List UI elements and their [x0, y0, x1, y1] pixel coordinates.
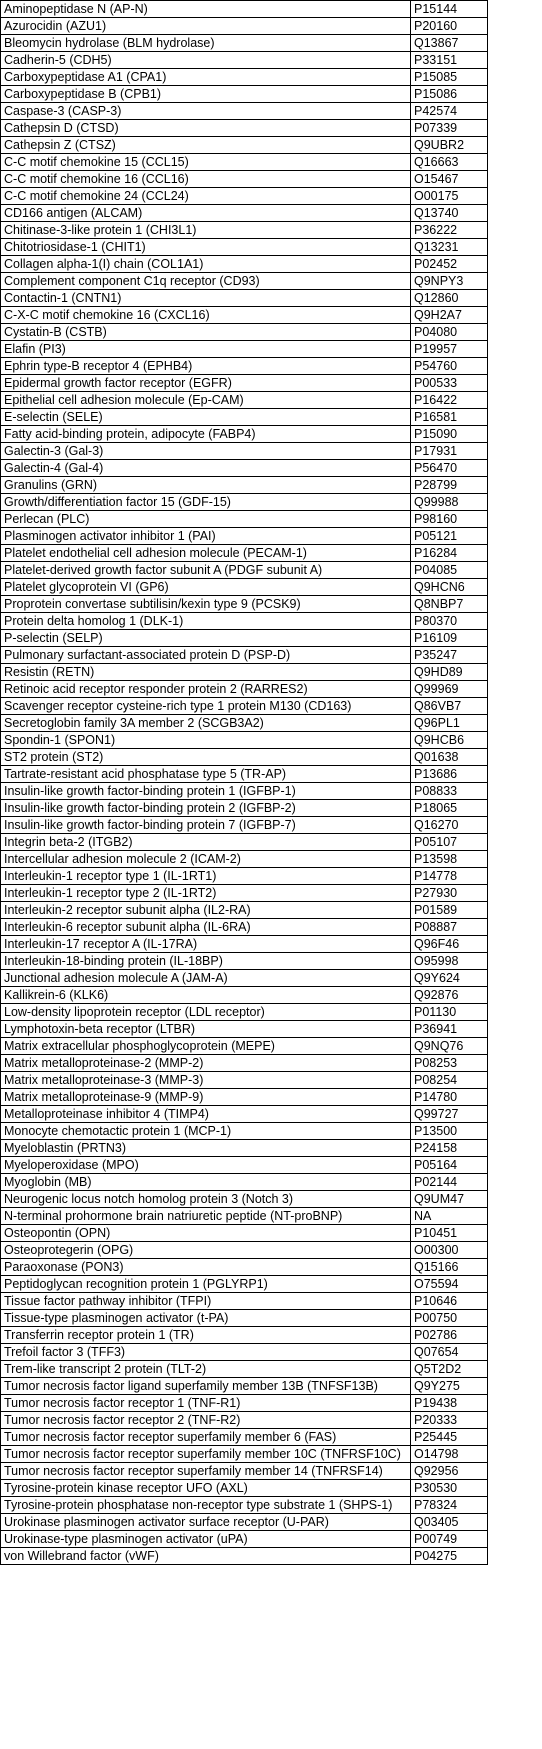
table-row: [1, 1378, 488, 1395]
table-row: [1, 919, 488, 936]
uniprot-id-cell: Q99988: [411, 494, 488, 511]
table-row: [1, 987, 488, 1004]
protein-name-cell: Protein delta homolog 1 (DLK-1): [1, 613, 411, 630]
uniprot-id-cell: P10451: [411, 1225, 488, 1242]
uniprot-id-cell: O15467: [411, 171, 488, 188]
uniprot-id-cell: P16422: [411, 392, 488, 409]
uniprot-id-cell: P35247: [411, 647, 488, 664]
protein-name-cell: Tyrosine-protein phosphatase non-receptor type substrate 1 (SHPS-1): [1, 1497, 411, 1514]
table-row: [1, 358, 488, 375]
uniprot-id-cell: Q13740: [411, 205, 488, 222]
uniprot-id-cell: P08833: [411, 783, 488, 800]
table-row: [1, 1344, 488, 1361]
table-row: [1, 885, 488, 902]
protein-name-cell: Myeloperoxidase (MPO): [1, 1157, 411, 1174]
uniprot-id-cell: P00533: [411, 375, 488, 392]
uniprot-id-cell: P10646: [411, 1293, 488, 1310]
table-row: [1, 800, 488, 817]
protein-name-cell: Galectin-4 (Gal-4): [1, 460, 411, 477]
table-row: [1, 1548, 488, 1565]
table-row: [1, 613, 488, 630]
protein-name-cell: Myoglobin (MB): [1, 1174, 411, 1191]
uniprot-id-cell: Q16270: [411, 817, 488, 834]
table-row: [1, 477, 488, 494]
uniprot-id-cell: P08254: [411, 1072, 488, 1089]
protein-name-cell: ST2 protein (ST2): [1, 749, 411, 766]
uniprot-id-cell: P16581: [411, 409, 488, 426]
uniprot-id-cell: P08887: [411, 919, 488, 936]
protein-name-cell: Cystatin-B (CSTB): [1, 324, 411, 341]
protein-name-cell: Ephrin type-B receptor 4 (EPHB4): [1, 358, 411, 375]
protein-name-cell: C-C motif chemokine 16 (CCL16): [1, 171, 411, 188]
protein-name-cell: Caspase-3 (CASP-3): [1, 103, 411, 120]
uniprot-id-cell: Q96F46: [411, 936, 488, 953]
table-row: [1, 664, 488, 681]
protein-name-cell: Tumor necrosis factor ligand superfamily member 13B (TNFSF13B): [1, 1378, 411, 1395]
table-row: [1, 511, 488, 528]
table-row: [1, 970, 488, 987]
uniprot-id-cell: Q8NBP7: [411, 596, 488, 613]
uniprot-id-cell: P13500: [411, 1123, 488, 1140]
uniprot-id-cell: Q01638: [411, 749, 488, 766]
uniprot-id-cell: P04085: [411, 562, 488, 579]
protein-name-cell: Perlecan (PLC): [1, 511, 411, 528]
protein-name-cell: Matrix metalloproteinase-3 (MMP-3): [1, 1072, 411, 1089]
uniprot-id-cell: P14780: [411, 1089, 488, 1106]
table-row: [1, 1310, 488, 1327]
uniprot-id-cell: P33151: [411, 52, 488, 69]
protein-name-cell: Osteoprotegerin (OPG): [1, 1242, 411, 1259]
table-row: [1, 103, 488, 120]
protein-name-cell: Junctional adhesion molecule A (JAM-A): [1, 970, 411, 987]
table-row: [1, 902, 488, 919]
protein-name-cell: Paraoxonase (PON3): [1, 1259, 411, 1276]
protein-name-cell: Interleukin-1 receptor type 1 (IL-1RT1): [1, 868, 411, 885]
table-row: [1, 1106, 488, 1123]
protein-name-cell: Urokinase-type plasminogen activator (uPA): [1, 1531, 411, 1548]
protein-name-cell: Tissue factor pathway inhibitor (TFPI): [1, 1293, 411, 1310]
uniprot-id-cell: P98160: [411, 511, 488, 528]
protein-name-cell: Platelet endothelial cell adhesion molecule (PECAM-1): [1, 545, 411, 562]
protein-name-cell: Spondin-1 (SPON1): [1, 732, 411, 749]
protein-name-cell: Interleukin-6 receptor subunit alpha (IL-6RA): [1, 919, 411, 936]
protein-name-cell: Integrin beta-2 (ITGB2): [1, 834, 411, 851]
uniprot-id-cell: P18065: [411, 800, 488, 817]
protein-name-cell: Tumor necrosis factor receptor 2 (TNF-R2): [1, 1412, 411, 1429]
table-row: [1, 851, 488, 868]
protein-name-cell: Matrix metalloproteinase-2 (MMP-2): [1, 1055, 411, 1072]
uniprot-id-cell: Q9NQ76: [411, 1038, 488, 1055]
table-row: [1, 817, 488, 834]
table-row: [1, 953, 488, 970]
uniprot-id-cell: P56470: [411, 460, 488, 477]
protein-name-cell: Collagen alpha-1(I) chain (COL1A1): [1, 256, 411, 273]
protein-name-cell: Metalloproteinase inhibitor 4 (TIMP4): [1, 1106, 411, 1123]
table-row: [1, 1055, 488, 1072]
protein-name-cell: Neurogenic locus notch homolog protein 3 (Notch 3): [1, 1191, 411, 1208]
protein-name-cell: Insulin-like growth factor-binding protein 7 (IGFBP-7): [1, 817, 411, 834]
protein-name-cell: CD166 antigen (ALCAM): [1, 205, 411, 222]
table-row: [1, 1293, 488, 1310]
table-row: [1, 256, 488, 273]
protein-name-cell: Aminopeptidase N (AP-N): [1, 1, 411, 18]
uniprot-id-cell: P05121: [411, 528, 488, 545]
table-row: [1, 341, 488, 358]
uniprot-id-cell: P25445: [411, 1429, 488, 1446]
table-row: [1, 86, 488, 103]
protein-name-cell: Bleomycin hydrolase (BLM hydrolase): [1, 35, 411, 52]
uniprot-id-cell: P20333: [411, 1412, 488, 1429]
protein-name-cell: Chitotriosidase-1 (CHIT1): [1, 239, 411, 256]
protein-name-cell: von Willebrand factor (vWF): [1, 1548, 411, 1565]
table-row: [1, 749, 488, 766]
uniprot-id-cell: O14798: [411, 1446, 488, 1463]
protein-name-cell: Carboxypeptidase A1 (CPA1): [1, 69, 411, 86]
table-row: [1, 188, 488, 205]
table-row: [1, 562, 488, 579]
table-row: [1, 324, 488, 341]
uniprot-id-cell: P02452: [411, 256, 488, 273]
uniprot-id-cell: Q86VB7: [411, 698, 488, 715]
table-row: [1, 307, 488, 324]
uniprot-id-cell: P19438: [411, 1395, 488, 1412]
protein-name-cell: Interleukin-17 receptor A (IL-17RA): [1, 936, 411, 953]
protein-name-cell: Resistin (RETN): [1, 664, 411, 681]
table-row: [1, 1276, 488, 1293]
table-row: [1, 443, 488, 460]
uniprot-id-cell: P36222: [411, 222, 488, 239]
protein-name-cell: Secretoglobin family 3A member 2 (SCGB3A2): [1, 715, 411, 732]
table-row: [1, 120, 488, 137]
uniprot-id-cell: Q03405: [411, 1514, 488, 1531]
uniprot-id-cell: P00749: [411, 1531, 488, 1548]
protein-name-cell: Azurocidin (AZU1): [1, 18, 411, 35]
uniprot-id-cell: NA: [411, 1208, 488, 1225]
protein-name-cell: Epidermal growth factor receptor (EGFR): [1, 375, 411, 392]
table-row: [1, 579, 488, 596]
protein-name-cell: Myeloblastin (PRTN3): [1, 1140, 411, 1157]
table-row: [1, 426, 488, 443]
table-row: [1, 35, 488, 52]
table-row: [1, 1038, 488, 1055]
uniprot-id-cell: Q16663: [411, 154, 488, 171]
table-row: [1, 1089, 488, 1106]
table-row: [1, 1446, 488, 1463]
protein-name-cell: C-C motif chemokine 24 (CCL24): [1, 188, 411, 205]
protein-name-cell: Low-density lipoprotein receptor (LDL receptor): [1, 1004, 411, 1021]
uniprot-id-cell: P15085: [411, 69, 488, 86]
table-row: [1, 392, 488, 409]
protein-name-cell: Tumor necrosis factor receptor superfamily member 10C (TNFRSF10C): [1, 1446, 411, 1463]
uniprot-id-cell: Q9H2A7: [411, 307, 488, 324]
table-row: [1, 1242, 488, 1259]
table-row: [1, 783, 488, 800]
table-row: [1, 1429, 488, 1446]
table-row: [1, 1259, 488, 1276]
protein-name-cell: Interleukin-2 receptor subunit alpha (IL2-RA): [1, 902, 411, 919]
uniprot-id-cell: P15090: [411, 426, 488, 443]
uniprot-id-cell: P13598: [411, 851, 488, 868]
table-row: [1, 460, 488, 477]
table-row: [1, 1395, 488, 1412]
protein-name-cell: N-terminal prohormone brain natriuretic peptide (NT-proBNP): [1, 1208, 411, 1225]
uniprot-id-cell: Q96PL1: [411, 715, 488, 732]
uniprot-id-cell: Q12860: [411, 290, 488, 307]
uniprot-id-cell: P15144: [411, 1, 488, 18]
protein-name-cell: Peptidoglycan recognition protein 1 (PGLYRP1): [1, 1276, 411, 1293]
protein-name-cell: Insulin-like growth factor-binding protein 2 (IGFBP-2): [1, 800, 411, 817]
protein-name-cell: Tumor necrosis factor receptor superfamily member 6 (FAS): [1, 1429, 411, 1446]
uniprot-id-cell: P28799: [411, 477, 488, 494]
uniprot-id-cell: P24158: [411, 1140, 488, 1157]
protein-name-cell: Monocyte chemotactic protein 1 (MCP-1): [1, 1123, 411, 1140]
uniprot-id-cell: Q99969: [411, 681, 488, 698]
uniprot-id-cell: Q13867: [411, 35, 488, 52]
table-row: [1, 528, 488, 545]
protein-name-cell: C-X-C motif chemokine 16 (CXCL16): [1, 307, 411, 324]
protein-name-cell: Platelet-derived growth factor subunit A (PDGF subunit A): [1, 562, 411, 579]
protein-name-cell: Tissue-type plasminogen activator (t-PA): [1, 1310, 411, 1327]
table-row: [1, 1123, 488, 1140]
uniprot-id-cell: P13686: [411, 766, 488, 783]
table-row: [1, 239, 488, 256]
table-row: [1, 1157, 488, 1174]
table-row: [1, 1412, 488, 1429]
table-row: [1, 1021, 488, 1038]
table-row: [1, 1225, 488, 1242]
uniprot-id-cell: P16284: [411, 545, 488, 562]
protein-name-cell: Complement component C1q receptor (CD93): [1, 273, 411, 290]
table-row: [1, 171, 488, 188]
protein-name-cell: Trem-like transcript 2 protein (TLT-2): [1, 1361, 411, 1378]
uniprot-id-cell: P07339: [411, 120, 488, 137]
protein-name-cell: Kallikrein-6 (KLK6): [1, 987, 411, 1004]
table-row: [1, 1, 488, 18]
uniprot-id-cell: O00175: [411, 188, 488, 205]
protein-name-cell: E-selectin (SELE): [1, 409, 411, 426]
table-row: [1, 409, 488, 426]
uniprot-id-cell: P01589: [411, 902, 488, 919]
protein-name-cell: Granulins (GRN): [1, 477, 411, 494]
protein-name-cell: Matrix extracellular phosphoglycoprotein (MEPE): [1, 1038, 411, 1055]
protein-name-cell: Proprotein convertase subtilisin/kexin type 9 (PCSK9): [1, 596, 411, 613]
protein-name-cell: Elafin (PI3): [1, 341, 411, 358]
table-row: [1, 222, 488, 239]
uniprot-id-cell: Q9Y624: [411, 970, 488, 987]
protein-table-body: [1, 1, 488, 1565]
table-row: [1, 1497, 488, 1514]
uniprot-id-cell: P04080: [411, 324, 488, 341]
protein-name-cell: Osteopontin (OPN): [1, 1225, 411, 1242]
uniprot-id-cell: P78324: [411, 1497, 488, 1514]
protein-name-cell: Tumor necrosis factor receptor 1 (TNF-R1): [1, 1395, 411, 1412]
protein-name-cell: Intercellular adhesion molecule 2 (ICAM-2): [1, 851, 411, 868]
uniprot-id-cell: P16109: [411, 630, 488, 647]
table-row: [1, 1174, 488, 1191]
table-row: [1, 936, 488, 953]
table-row: [1, 681, 488, 698]
uniprot-id-cell: Q9UM47: [411, 1191, 488, 1208]
protein-name-cell: Lymphotoxin-beta receptor (LTBR): [1, 1021, 411, 1038]
uniprot-id-cell: P02144: [411, 1174, 488, 1191]
protein-name-cell: C-C motif chemokine 15 (CCL15): [1, 154, 411, 171]
protein-name-cell: Interleukin-18-binding protein (IL-18BP): [1, 953, 411, 970]
table-row: [1, 69, 488, 86]
protein-name-cell: Platelet glycoprotein VI (GP6): [1, 579, 411, 596]
table-row: [1, 1327, 488, 1344]
uniprot-id-cell: O95998: [411, 953, 488, 970]
uniprot-id-cell: O00300: [411, 1242, 488, 1259]
uniprot-id-cell: P01130: [411, 1004, 488, 1021]
protein-name-cell: Scavenger receptor cysteine-rich type 1 protein M130 (CD163): [1, 698, 411, 715]
uniprot-id-cell: P17931: [411, 443, 488, 460]
protein-name-cell: Carboxypeptidase B (CPB1): [1, 86, 411, 103]
protein-name-cell: Tyrosine-protein kinase receptor UFO (AXL): [1, 1480, 411, 1497]
table-row: [1, 290, 488, 307]
table-row: [1, 1361, 488, 1378]
protein-name-cell: Cadherin-5 (CDH5): [1, 52, 411, 69]
uniprot-id-cell: P20160: [411, 18, 488, 35]
protein-name-cell: Matrix metalloproteinase-9 (MMP-9): [1, 1089, 411, 1106]
protein-name-cell: Interleukin-1 receptor type 2 (IL-1RT2): [1, 885, 411, 902]
protein-name-cell: Epithelial cell adhesion molecule (Ep-CAM): [1, 392, 411, 409]
protein-name-cell: Contactin-1 (CNTN1): [1, 290, 411, 307]
protein-name-cell: Chitinase-3-like protein 1 (CHI3L1): [1, 222, 411, 239]
uniprot-id-cell: P19957: [411, 341, 488, 358]
uniprot-id-cell: P14778: [411, 868, 488, 885]
uniprot-id-cell: Q9HD89: [411, 664, 488, 681]
table-row: [1, 698, 488, 715]
uniprot-id-cell: Q99727: [411, 1106, 488, 1123]
uniprot-id-cell: P00750: [411, 1310, 488, 1327]
table-row: [1, 18, 488, 35]
uniprot-id-cell: Q07654: [411, 1344, 488, 1361]
table-row: [1, 715, 488, 732]
uniprot-id-cell: P02786: [411, 1327, 488, 1344]
table-row: [1, 52, 488, 69]
table-row: [1, 1208, 488, 1225]
table-row: [1, 732, 488, 749]
uniprot-id-cell: P30530: [411, 1480, 488, 1497]
table-row: [1, 1004, 488, 1021]
uniprot-id-cell: P04275: [411, 1548, 488, 1565]
protein-name-cell: Tumor necrosis factor receptor superfamily member 14 (TNFRSF14): [1, 1463, 411, 1480]
protein-name-cell: Cathepsin D (CTSD): [1, 120, 411, 137]
uniprot-id-cell: Q15166: [411, 1259, 488, 1276]
protein-name-cell: Tartrate-resistant acid phosphatase type 5 (TR-AP): [1, 766, 411, 783]
table-row: [1, 1140, 488, 1157]
protein-name-cell: Transferrin receptor protein 1 (TR): [1, 1327, 411, 1344]
table-row: [1, 1191, 488, 1208]
uniprot-id-cell: O75594: [411, 1276, 488, 1293]
uniprot-id-cell: Q9UBR2: [411, 137, 488, 154]
protein-name-cell: Trefoil factor 3 (TFF3): [1, 1344, 411, 1361]
uniprot-id-cell: P54760: [411, 358, 488, 375]
protein-name-cell: Growth/differentiation factor 15 (GDF-15): [1, 494, 411, 511]
table-row: [1, 375, 488, 392]
protein-name-cell: Galectin-3 (Gal-3): [1, 443, 411, 460]
table-row: [1, 205, 488, 222]
uniprot-id-cell: Q9NPY3: [411, 273, 488, 290]
table-row: [1, 630, 488, 647]
table-row: [1, 494, 488, 511]
uniprot-id-cell: P15086: [411, 86, 488, 103]
uniprot-id-cell: P42574: [411, 103, 488, 120]
table-row: [1, 545, 488, 562]
table-row: [1, 596, 488, 613]
protein-name-cell: Plasminogen activator inhibitor 1 (PAI): [1, 528, 411, 545]
uniprot-id-cell: Q9HCB6: [411, 732, 488, 749]
uniprot-id-cell: P08253: [411, 1055, 488, 1072]
uniprot-id-cell: P05164: [411, 1157, 488, 1174]
uniprot-id-cell: Q92956: [411, 1463, 488, 1480]
uniprot-id-cell: P27930: [411, 885, 488, 902]
protein-name-cell: Insulin-like growth factor-binding protein 1 (IGFBP-1): [1, 783, 411, 800]
protein-name-cell: Retinoic acid receptor responder protein 2 (RARRES2): [1, 681, 411, 698]
uniprot-id-cell: Q13231: [411, 239, 488, 256]
table-row: [1, 868, 488, 885]
uniprot-id-cell: Q92876: [411, 987, 488, 1004]
table-row: [1, 834, 488, 851]
table-row: [1, 1072, 488, 1089]
table-row: [1, 137, 488, 154]
uniprot-id-cell: P80370: [411, 613, 488, 630]
table-row: [1, 273, 488, 290]
table-row: [1, 766, 488, 783]
table-row: [1, 647, 488, 664]
uniprot-id-cell: P05107: [411, 834, 488, 851]
table-row: [1, 1463, 488, 1480]
protein-name-cell: Fatty acid-binding protein, adipocyte (FABP4): [1, 426, 411, 443]
table-row: [1, 1480, 488, 1497]
table-row: [1, 154, 488, 171]
table-row: [1, 1531, 488, 1548]
uniprot-id-cell: Q9Y275: [411, 1378, 488, 1395]
uniprot-id-cell: Q9HCN6: [411, 579, 488, 596]
protein-name-cell: Urokinase plasminogen activator surface receptor (U-PAR): [1, 1514, 411, 1531]
protein-name-cell: Cathepsin Z (CTSZ): [1, 137, 411, 154]
protein-name-cell: P-selectin (SELP): [1, 630, 411, 647]
uniprot-id-cell: P36941: [411, 1021, 488, 1038]
table-row: [1, 1514, 488, 1531]
protein-name-cell: Pulmonary surfactant-associated protein D (PSP-D): [1, 647, 411, 664]
uniprot-id-cell: Q5T2D2: [411, 1361, 488, 1378]
